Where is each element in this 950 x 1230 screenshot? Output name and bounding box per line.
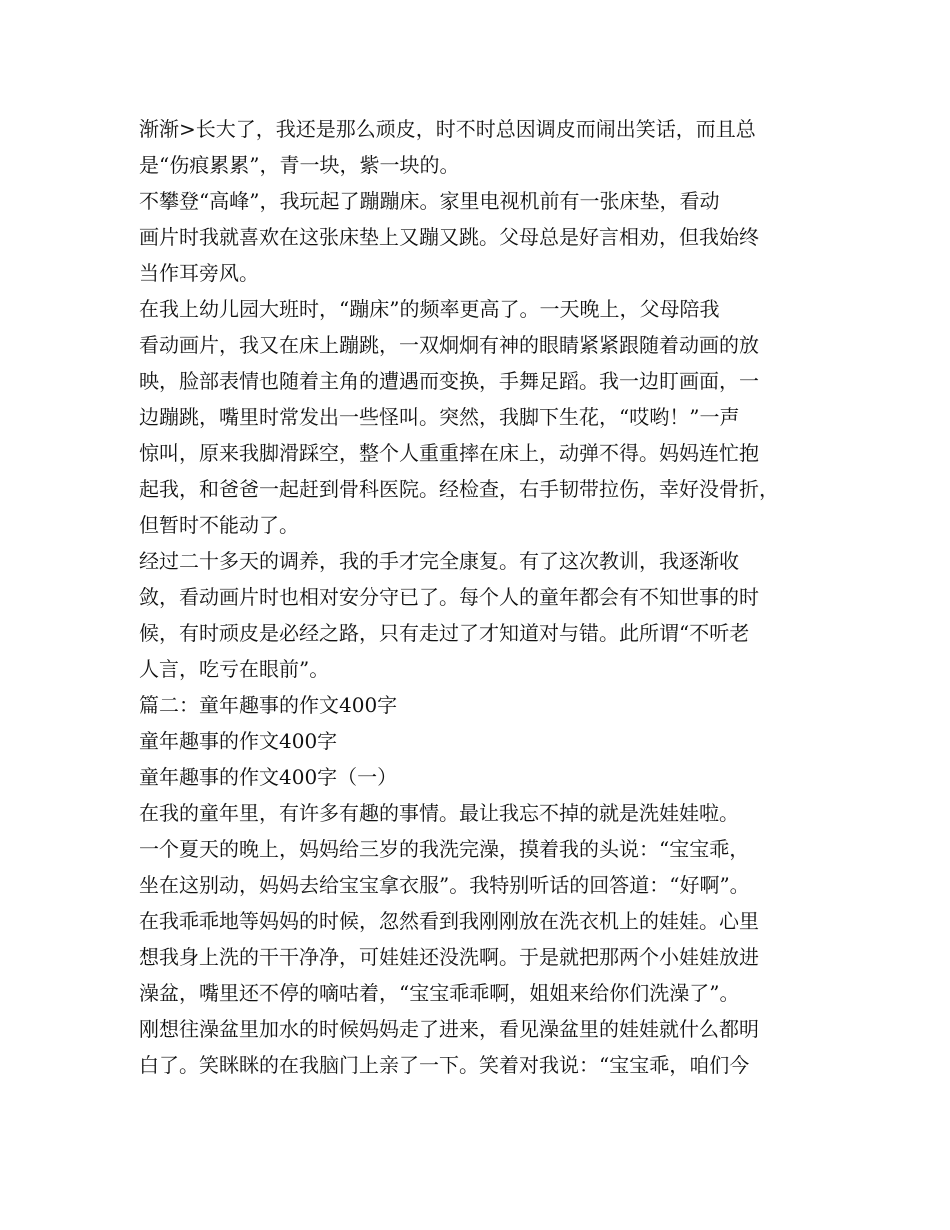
text-line: 但暂时不能动了。 (139, 513, 299, 537)
text-line: 惊叫，原来我脚滑踩空，整个人重重摔在床上，动弹不得。妈妈连忙抱 (139, 441, 759, 465)
text-line: 边蹦跳，嘴里时常发出一些怪叫。突然，我脚下生花，“哎哟！”一声 (139, 405, 740, 429)
section-heading: 篇二：童年趣事的作文400字 (139, 693, 398, 717)
text-line: 候，有时顽皮是必经之路，只有走过了才知道对与错。此所谓“不听老 (139, 621, 750, 645)
text-line: 敛，看动画片时也相对安分守已了。每个人的童年都会有不知世事的时 (139, 585, 759, 609)
text-line: 当作耳旁风。 (139, 261, 259, 285)
text-line: 是“伤痕累累”，青一块，紫一块的。 (139, 153, 460, 177)
text-line: 渐渐>长大了，我还是那么顽皮，时不时总因调皮而闹出笑话，而且总 (139, 117, 756, 141)
text-line: 看动画片，我又在床上蹦跳，一双炯炯有神的眼睛紧紧跟随着动画的放 (139, 333, 759, 357)
text-line: 不攀登“高峰”，我玩起了蹦蹦床。家里电视机前有一张床垫，看动 (139, 189, 720, 213)
text-line: 人言，吃亏在眼前”。 (139, 657, 330, 681)
text-line: 坐在这别动，妈妈去给宝宝拿衣服”。我特别听话的回答道：“好啊”。 (139, 873, 750, 897)
text-line: 画片时我就喜欢在这张床垫上又蹦又跳。父母总是好言相劝，但我始终 (139, 225, 759, 249)
text-line: 起我，和爸爸一起赶到骨科医院。经检查，右手韧带拉伤，幸好没骨折， (139, 477, 779, 501)
text-line: 映，脸部表情也随着主角的遭遇而变换，手舞足蹈。我一边盯画面，一 (139, 369, 759, 393)
text-line: 想我身上洗的干干净净，可娃娃还没洗啊。于是就把那两个小娃娃放进 (139, 945, 759, 969)
text-line: 在我乖乖地等妈妈的时候，忽然看到我刚刚放在洗衣机上的娃娃。心里 (139, 909, 759, 933)
subheading: 童年趣事的作文400字（一） (139, 765, 398, 789)
text-line: 在我的童年里，有许多有趣的事情。最让我忘不掉的就是洗娃娃啦。 (139, 801, 739, 825)
text-line: 刚想往澡盆里加水的时候妈妈走了进来，看见澡盆里的娃娃就什么都明 (139, 1017, 759, 1041)
text-line: 经过二十多天的调养，我的手才完全康复。有了这次教训，我逐渐收 (139, 549, 739, 573)
subheading: 童年趣事的作文400字 (139, 729, 338, 753)
text-line: 白了。笑眯眯的在我脑门上亲了一下。笑着对我说：“宝宝乖，咱们今 (139, 1053, 750, 1077)
text-line: 澡盆，嘴里还不停的嘀咕着，“宝宝乖乖啊，姐姐来给你们洗澡了”。 (139, 981, 740, 1005)
text-line: 一个夏天的晚上，妈妈给三岁的我洗完澡，摸着我的头说：“宝宝乖， (139, 837, 750, 861)
text-line: 在我上幼儿园大班时，“蹦床”的频率更高了。一天晚上，父母陪我 (139, 297, 720, 321)
